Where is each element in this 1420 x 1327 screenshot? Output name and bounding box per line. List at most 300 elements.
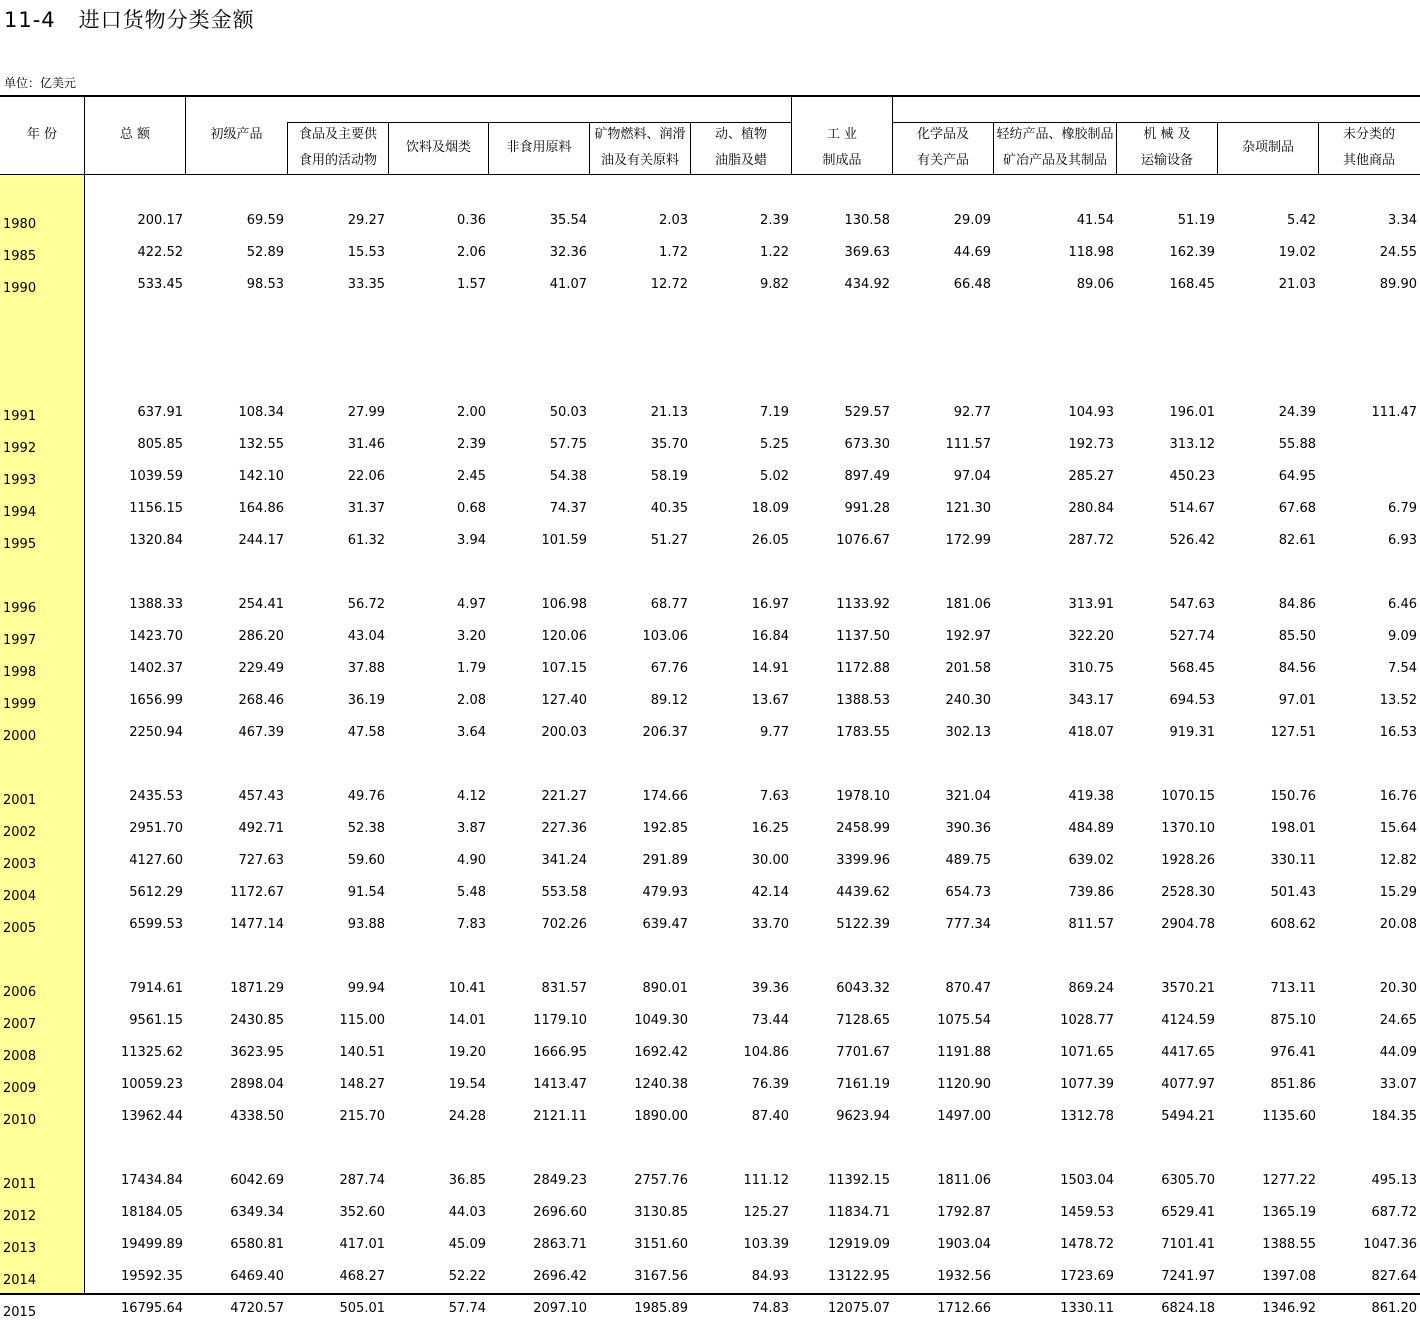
value-cell-animal: 125.27	[743, 1205, 789, 1220]
value-cell-nonfood: 1413.47	[533, 1077, 587, 1092]
header-machinery-line1: 机 械 及	[1143, 127, 1191, 142]
value-cell-machinery: 547.63	[1169, 597, 1215, 612]
value-cell-beverage: 2.08	[457, 693, 486, 708]
value-cell-food: 43.04	[347, 629, 385, 644]
value-cell-beverage: 3.64	[457, 725, 486, 740]
value-cell-total: 1656.99	[129, 693, 183, 708]
value-cell-animal: 9.77	[760, 725, 789, 740]
value-cell-beverage: 7.83	[457, 917, 486, 932]
header-animal-veg-oils	[691, 122, 791, 174]
table-row	[0, 437, 1420, 457]
unit-label: 单位：亿美元	[4, 76, 77, 90]
value-cell-animal: 7.63	[760, 789, 789, 804]
value-cell-food: 27.99	[347, 405, 385, 420]
value-cell-light: 1312.78	[1060, 1109, 1114, 1124]
header-year: 年 份	[26, 127, 58, 142]
value-cell-unclassified: 3.34	[1388, 213, 1417, 228]
value-cell-food: 148.27	[339, 1077, 385, 1092]
value-cell-food: 352.60	[339, 1205, 385, 1220]
value-cell-mineral: 174.66	[642, 789, 688, 804]
value-cell-mineral: 1049.30	[634, 1013, 688, 1028]
value-cell-total: 2951.70	[129, 821, 183, 836]
year-cell: 2013	[3, 1241, 37, 1256]
value-cell-light: 811.57	[1068, 917, 1114, 932]
value-cell-manufactured: 7128.65	[836, 1013, 890, 1028]
value-cell-manufactured: 11392.15	[827, 1173, 890, 1188]
value-cell-machinery: 6824.18	[1161, 1301, 1215, 1316]
value-cell-manufactured: 7701.67	[836, 1045, 890, 1060]
value-cell-light: 484.89	[1068, 821, 1114, 836]
value-cell-unclassified: 6.93	[1388, 533, 1417, 548]
year-cell: 2003	[3, 857, 37, 872]
value-cell-total: 5612.29	[129, 885, 183, 900]
table-row	[0, 821, 1420, 841]
value-cell-nonfood: 702.26	[541, 917, 587, 932]
value-cell-food: 115.00	[339, 1013, 385, 1028]
value-cell-food: 468.27	[339, 1269, 385, 1284]
value-cell-unclassified: 9.09	[1388, 629, 1417, 644]
value-cell-total: 1156.15	[129, 501, 183, 516]
value-cell-mineral: 67.76	[650, 661, 688, 676]
header-nonfood: 非食用原料	[506, 140, 572, 155]
value-cell-beverage: 14.01	[448, 1013, 486, 1028]
value-cell-chemical: 97.04	[953, 469, 991, 484]
value-cell-beverage: 4.97	[457, 597, 486, 612]
table-row	[0, 1045, 1420, 1065]
value-cell-total: 637.91	[137, 405, 183, 420]
value-cell-machinery: 2528.30	[1161, 885, 1215, 900]
value-cell-misc: 19.02	[1278, 245, 1316, 260]
value-cell-beverage: 2.00	[457, 405, 486, 420]
year-cell: 2015	[3, 1305, 37, 1320]
year-cell: 2009	[3, 1081, 37, 1096]
value-cell-primary: 98.53	[246, 277, 284, 292]
value-cell-misc: 84.86	[1278, 597, 1316, 612]
header-chemical-line1: 化学品及	[916, 127, 969, 142]
year-cell: 1991	[3, 409, 37, 424]
value-cell-unclassified: 44.09	[1379, 1045, 1417, 1060]
value-cell-beverage: 45.09	[448, 1237, 486, 1252]
value-cell-light: 1503.04	[1060, 1173, 1114, 1188]
value-cell-light: 1459.53	[1060, 1205, 1114, 1220]
header-light-line2: 矿冶产品及其制品	[1002, 153, 1107, 168]
value-cell-primary: 457.43	[238, 789, 284, 804]
value-cell-beverage: 0.68	[457, 501, 486, 516]
value-cell-mineral: 12.72	[650, 277, 688, 292]
value-cell-animal: 16.25	[751, 821, 789, 836]
value-cell-manufactured: 9623.94	[836, 1109, 890, 1124]
value-cell-unclassified: 89.90	[1379, 277, 1417, 292]
value-cell-animal: 9.82	[760, 277, 789, 292]
value-cell-nonfood: 553.58	[541, 885, 587, 900]
value-cell-machinery: 168.45	[1169, 277, 1215, 292]
value-cell-manufactured: 673.30	[844, 437, 890, 452]
value-cell-misc: 84.56	[1278, 661, 1316, 676]
header-machinery	[1117, 122, 1217, 174]
header-unclassified-line1: 未分类的	[1342, 127, 1395, 142]
value-cell-nonfood: 2097.10	[533, 1301, 587, 1316]
value-cell-total: 422.52	[137, 245, 183, 260]
value-cell-misc: 713.11	[1270, 981, 1316, 996]
value-cell-nonfood: 2696.42	[533, 1269, 587, 1284]
header-mineral-line1: 矿物燃料、润滑	[594, 127, 686, 142]
value-cell-unclassified: 20.08	[1379, 917, 1417, 932]
value-cell-primary: 492.71	[238, 821, 284, 836]
value-cell-misc: 1346.92	[1262, 1301, 1316, 1316]
value-cell-total: 200.17	[137, 213, 183, 228]
value-cell-beverage: 24.28	[448, 1109, 486, 1124]
value-cell-chemical: 29.09	[953, 213, 991, 228]
value-cell-animal: 2.39	[760, 213, 789, 228]
value-cell-unclassified: 6.46	[1388, 597, 1417, 612]
value-cell-machinery: 6529.41	[1161, 1205, 1215, 1220]
value-cell-light: 285.27	[1068, 469, 1114, 484]
year-cell: 2002	[3, 825, 37, 840]
value-cell-total: 805.85	[137, 437, 183, 452]
value-cell-manufactured: 1133.92	[836, 597, 890, 612]
value-cell-chemical: 111.57	[945, 437, 991, 452]
value-cell-mineral: 1985.89	[634, 1301, 688, 1316]
value-cell-nonfood: 2863.71	[533, 1237, 587, 1252]
value-cell-animal: 16.97	[751, 597, 789, 612]
value-cell-machinery: 3570.21	[1161, 981, 1215, 996]
value-cell-animal: 76.39	[751, 1077, 789, 1092]
value-cell-unclassified: 13.52	[1379, 693, 1417, 708]
table-row	[0, 1269, 1420, 1289]
value-cell-food: 31.46	[347, 437, 385, 452]
value-cell-manufactured: 11834.71	[827, 1205, 890, 1220]
header-bottom-rule	[0, 174, 1420, 175]
table-row	[0, 661, 1420, 681]
header-light-textile	[994, 122, 1116, 174]
value-cell-beverage: 2.39	[457, 437, 486, 452]
value-cell-primary: 254.41	[238, 597, 284, 612]
table-row	[0, 693, 1420, 713]
value-cell-misc: 67.68	[1278, 501, 1316, 516]
year-cell: 2004	[3, 889, 37, 904]
value-cell-misc: 55.88	[1278, 437, 1316, 452]
value-cell-chemical: 1075.54	[937, 1013, 991, 1028]
value-cell-manufactured: 1978.10	[836, 789, 890, 804]
value-cell-misc: 851.86	[1270, 1077, 1316, 1092]
value-cell-total: 4127.60	[129, 853, 183, 868]
value-cell-chemical: 181.06	[945, 597, 991, 612]
header-animal-line1: 动、植物	[714, 127, 767, 142]
value-cell-manufactured: 6043.32	[836, 981, 890, 996]
value-cell-misc: 1397.08	[1262, 1269, 1316, 1284]
value-cell-manufactured: 130.58	[844, 213, 890, 228]
value-cell-primary: 6349.34	[230, 1205, 284, 1220]
value-cell-light: 287.72	[1068, 533, 1114, 548]
value-cell-chemical: 44.69	[953, 245, 991, 260]
table-row	[0, 981, 1420, 1001]
value-cell-nonfood: 221.27	[541, 789, 587, 804]
value-cell-chemical: 1932.56	[937, 1269, 991, 1284]
table-row	[0, 469, 1420, 489]
value-cell-machinery: 527.74	[1169, 629, 1215, 644]
value-cell-nonfood: 2121.11	[533, 1109, 587, 1124]
value-cell-manufactured: 1172.88	[836, 661, 890, 676]
value-cell-animal: 111.12	[743, 1173, 789, 1188]
value-cell-nonfood: 120.06	[541, 629, 587, 644]
year-cell: 2011	[3, 1177, 37, 1192]
value-cell-unclassified: 24.55	[1379, 245, 1417, 260]
value-cell-nonfood: 2849.23	[533, 1173, 587, 1188]
value-cell-chemical: 201.58	[945, 661, 991, 676]
value-cell-food: 140.51	[339, 1045, 385, 1060]
value-cell-manufactured: 369.63	[844, 245, 890, 260]
year-cell: 1999	[3, 697, 37, 712]
value-cell-mineral: 1.72	[659, 245, 688, 260]
value-cell-machinery: 919.31	[1169, 725, 1215, 740]
header-mineral	[590, 122, 690, 174]
value-cell-manufactured: 1388.53	[836, 693, 890, 708]
value-cell-nonfood: 101.59	[541, 533, 587, 548]
value-cell-light: 1077.39	[1060, 1077, 1114, 1092]
value-cell-misc: 1365.19	[1262, 1205, 1316, 1220]
header-manufactured-line1: 工 业	[826, 127, 858, 142]
table-row	[0, 1205, 1420, 1225]
value-cell-total: 13962.44	[120, 1109, 183, 1124]
value-cell-unclassified: 184.35	[1371, 1109, 1417, 1124]
value-cell-manufactured: 529.57	[844, 405, 890, 420]
value-cell-nonfood: 41.07	[549, 277, 587, 292]
value-cell-primary: 1871.29	[230, 981, 284, 996]
year-cell: 1980	[3, 217, 37, 232]
value-cell-machinery: 4077.97	[1161, 1077, 1215, 1092]
value-cell-misc: 1277.22	[1262, 1173, 1316, 1188]
value-cell-light: 739.86	[1068, 885, 1114, 900]
year-cell: 1994	[3, 505, 37, 520]
value-cell-total: 1423.70	[129, 629, 183, 644]
value-cell-machinery: 526.42	[1169, 533, 1215, 548]
value-cell-primary: 108.34	[238, 405, 284, 420]
value-cell-unclassified: 15.64	[1379, 821, 1417, 836]
value-cell-beverage: 19.20	[448, 1045, 486, 1060]
value-cell-nonfood: 1666.95	[533, 1045, 587, 1060]
value-cell-animal: 39.36	[751, 981, 789, 996]
value-cell-beverage: 52.22	[448, 1269, 486, 1284]
value-cell-food: 59.60	[347, 853, 385, 868]
header-light-line1: 轻纺产品、橡胶制品	[996, 127, 1114, 142]
value-cell-unclassified: 6.79	[1388, 501, 1417, 516]
value-cell-animal: 26.05	[751, 533, 789, 548]
header-primary-products: 初级产品	[210, 127, 263, 142]
value-cell-chemical: 777.34	[945, 917, 991, 932]
value-cell-mineral: 103.06	[642, 629, 688, 644]
value-cell-mineral: 206.37	[642, 725, 688, 740]
value-cell-beverage: 44.03	[448, 1205, 486, 1220]
value-cell-total: 1320.84	[129, 533, 183, 548]
value-cell-food: 505.01	[339, 1301, 385, 1316]
value-cell-nonfood: 74.37	[549, 501, 587, 516]
value-cell-beverage: 3.20	[457, 629, 486, 644]
value-cell-beverage: 2.06	[457, 245, 486, 260]
value-cell-nonfood: 200.03	[541, 725, 587, 740]
value-cell-total: 18184.05	[120, 1205, 183, 1220]
value-cell-light: 310.75	[1068, 661, 1114, 676]
value-cell-beverage: 1.57	[457, 277, 486, 292]
value-cell-animal: 18.09	[751, 501, 789, 516]
value-cell-food: 15.53	[347, 245, 385, 260]
value-cell-manufactured: 1783.55	[836, 725, 890, 740]
table-row	[0, 1173, 1420, 1193]
value-cell-chemical: 192.97	[945, 629, 991, 644]
header-chemical	[893, 122, 993, 174]
value-cell-machinery: 1928.26	[1161, 853, 1215, 868]
value-cell-misc: 1388.55	[1262, 1237, 1316, 1252]
table-row	[0, 1109, 1420, 1129]
value-cell-machinery: 7241.97	[1161, 1269, 1215, 1284]
value-cell-misc: 330.11	[1270, 853, 1316, 868]
table-top-rule	[0, 95, 1420, 97]
value-cell-machinery: 2904.78	[1161, 917, 1215, 932]
value-cell-nonfood: 57.75	[549, 437, 587, 452]
value-cell-chemical: 1792.87	[937, 1205, 991, 1220]
value-cell-total: 17434.84	[120, 1173, 183, 1188]
value-cell-animal: 7.19	[760, 405, 789, 420]
value-cell-mineral: 3151.60	[634, 1237, 688, 1252]
value-cell-chemical: 66.48	[953, 277, 991, 292]
value-cell-animal: 1.22	[760, 245, 789, 260]
value-cell-chemical: 1191.88	[937, 1045, 991, 1060]
value-cell-misc: 127.51	[1270, 725, 1316, 740]
value-cell-primary: 1477.14	[230, 917, 284, 932]
value-cell-mineral: 58.19	[650, 469, 688, 484]
year-cell: 2010	[3, 1113, 37, 1128]
value-cell-primary: 164.86	[238, 501, 284, 516]
year-cell: 1997	[3, 633, 37, 648]
value-cell-light: 869.24	[1068, 981, 1114, 996]
value-cell-manufactured: 12075.07	[827, 1301, 890, 1316]
year-cell: 1995	[3, 537, 37, 552]
value-cell-total: 1039.59	[129, 469, 183, 484]
table-row	[0, 501, 1420, 521]
year-cell: 2007	[3, 1017, 37, 1032]
value-cell-manufactured: 1076.67	[836, 533, 890, 548]
value-cell-animal: 87.40	[751, 1109, 789, 1124]
value-cell-misc: 501.43	[1270, 885, 1316, 900]
value-cell-food: 56.72	[347, 597, 385, 612]
value-cell-light: 89.06	[1076, 277, 1114, 292]
header-chemical-line2: 有关产品	[916, 153, 969, 168]
value-cell-animal: 5.02	[760, 469, 789, 484]
value-cell-light: 322.20	[1068, 629, 1114, 644]
value-cell-food: 93.88	[347, 917, 385, 932]
value-cell-primary: 6580.81	[230, 1237, 284, 1252]
value-cell-light: 41.54	[1076, 213, 1114, 228]
value-cell-misc: 198.01	[1270, 821, 1316, 836]
value-cell-light: 1028.77	[1060, 1013, 1114, 1028]
header-food-line1: 食品及主要供	[298, 127, 377, 142]
value-cell-mineral: 3130.85	[634, 1205, 688, 1220]
value-cell-total: 19592.35	[120, 1269, 183, 1284]
table-row	[0, 1237, 1420, 1257]
header-misc: 杂项制品	[1241, 140, 1294, 155]
value-cell-manufactured: 13122.95	[827, 1269, 890, 1284]
year-cell: 1996	[3, 601, 37, 616]
value-cell-chemical: 172.99	[945, 533, 991, 548]
value-cell-mineral: 89.12	[650, 693, 688, 708]
table-row	[0, 277, 1420, 297]
value-cell-total: 2250.94	[129, 725, 183, 740]
value-cell-beverage: 5.48	[457, 885, 486, 900]
value-cell-unclassified: 687.72	[1371, 1205, 1417, 1220]
value-cell-machinery: 51.19	[1177, 213, 1215, 228]
value-cell-animal: 104.86	[743, 1045, 789, 1060]
year-cell: 2014	[3, 1273, 37, 1288]
value-cell-primary: 467.39	[238, 725, 284, 740]
value-cell-misc: 608.62	[1270, 917, 1316, 932]
value-cell-mineral: 890.01	[642, 981, 688, 996]
value-cell-manufactured: 2458.99	[836, 821, 890, 836]
value-cell-animal: 73.44	[751, 1013, 789, 1028]
value-cell-chemical: 1120.90	[937, 1077, 991, 1092]
value-cell-machinery: 196.01	[1169, 405, 1215, 420]
table-row	[0, 917, 1420, 937]
value-cell-animal: 74.83	[751, 1301, 789, 1316]
value-cell-misc: 21.03	[1278, 277, 1316, 292]
value-cell-machinery: 7101.41	[1161, 1237, 1215, 1252]
value-cell-unclassified: 15.29	[1379, 885, 1417, 900]
year-cell: 1992	[3, 441, 37, 456]
value-cell-machinery: 694.53	[1169, 693, 1215, 708]
value-cell-total: 533.45	[137, 277, 183, 292]
value-cell-unclassified: 7.54	[1388, 661, 1417, 676]
value-cell-primary: 132.55	[238, 437, 284, 452]
value-cell-total: 11325.62	[120, 1045, 183, 1060]
value-cell-light: 104.93	[1068, 405, 1114, 420]
value-cell-primary: 268.46	[238, 693, 284, 708]
value-cell-primary: 229.49	[238, 661, 284, 676]
value-cell-animal: 16.84	[751, 629, 789, 644]
value-cell-chemical: 240.30	[945, 693, 991, 708]
value-cell-food: 49.76	[347, 789, 385, 804]
header-unclassified	[1319, 122, 1419, 174]
value-cell-nonfood: 50.03	[549, 405, 587, 420]
year-cell: 1990	[3, 281, 37, 296]
year-cell: 1985	[3, 249, 37, 264]
value-cell-light: 1071.65	[1060, 1045, 1114, 1060]
table-row	[0, 853, 1420, 873]
value-cell-total: 19499.89	[120, 1237, 183, 1252]
value-cell-food: 31.37	[347, 501, 385, 516]
value-cell-animal: 30.00	[751, 853, 789, 868]
value-cell-unclassified: 20.30	[1379, 981, 1417, 996]
value-cell-primary: 727.63	[238, 853, 284, 868]
value-cell-light: 313.91	[1068, 597, 1114, 612]
value-cell-mineral: 639.47	[642, 917, 688, 932]
value-cell-primary: 69.59	[246, 213, 284, 228]
value-cell-nonfood: 2696.60	[533, 1205, 587, 1220]
value-cell-machinery: 6305.70	[1161, 1173, 1215, 1188]
value-cell-light: 1330.11	[1060, 1301, 1114, 1316]
value-cell-food: 29.27	[347, 213, 385, 228]
value-cell-primary: 2430.85	[230, 1013, 284, 1028]
value-cell-total: 6599.53	[129, 917, 183, 932]
value-cell-chemical: 302.13	[945, 725, 991, 740]
header-unclassified-line2: 其他商品	[1342, 153, 1395, 168]
value-cell-chemical: 489.75	[945, 853, 991, 868]
value-cell-primary: 2898.04	[230, 1077, 284, 1092]
value-cell-chemical: 321.04	[945, 789, 991, 804]
year-cell: 2006	[3, 985, 37, 1000]
value-cell-light: 418.07	[1068, 725, 1114, 740]
value-cell-beverage: 0.36	[457, 213, 486, 228]
value-cell-mineral: 3167.56	[634, 1269, 688, 1284]
value-cell-manufactured: 12919.09	[827, 1237, 890, 1252]
value-cell-chemical: 870.47	[945, 981, 991, 996]
